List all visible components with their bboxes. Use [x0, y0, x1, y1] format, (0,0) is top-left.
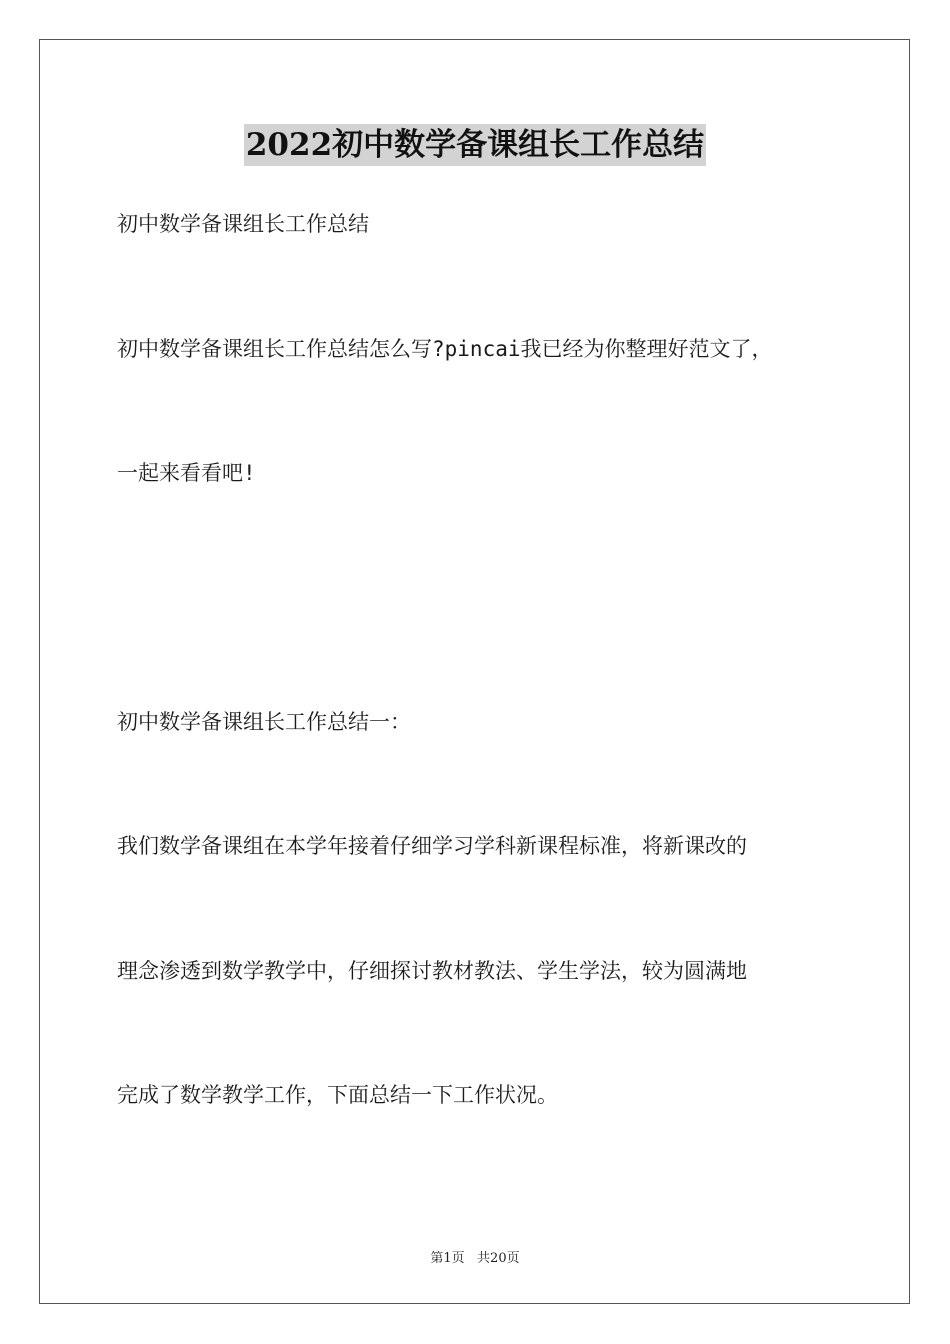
section-heading: 初中数学备课组长工作总结一：	[117, 710, 411, 734]
body-line-2: 理念渗透到数学教学中，仔细探讨教材教法、学生学法，较为圆满地	[117, 959, 747, 983]
page-number-footer: 第1页 共20页	[430, 1251, 520, 1266]
subtitle-line: 初中数学备课组长工作总结	[117, 212, 369, 236]
document-title: 2022初中数学备课组长工作总结	[244, 124, 706, 166]
body-line-3: 完成了数学教学工作，下面总结一下工作状况。	[117, 1083, 558, 1107]
intro-line-1: 初中数学备课组长工作总结怎么写?pincai我已经为你整理好范文了，	[117, 337, 773, 361]
intro-line-2: 一起来看看吧!	[117, 461, 256, 485]
title-container	[0, 124, 950, 166]
body-line-1: 我们数学备课组在本学年接着仔细学习学科新课程标准，将新课改的	[117, 834, 747, 858]
